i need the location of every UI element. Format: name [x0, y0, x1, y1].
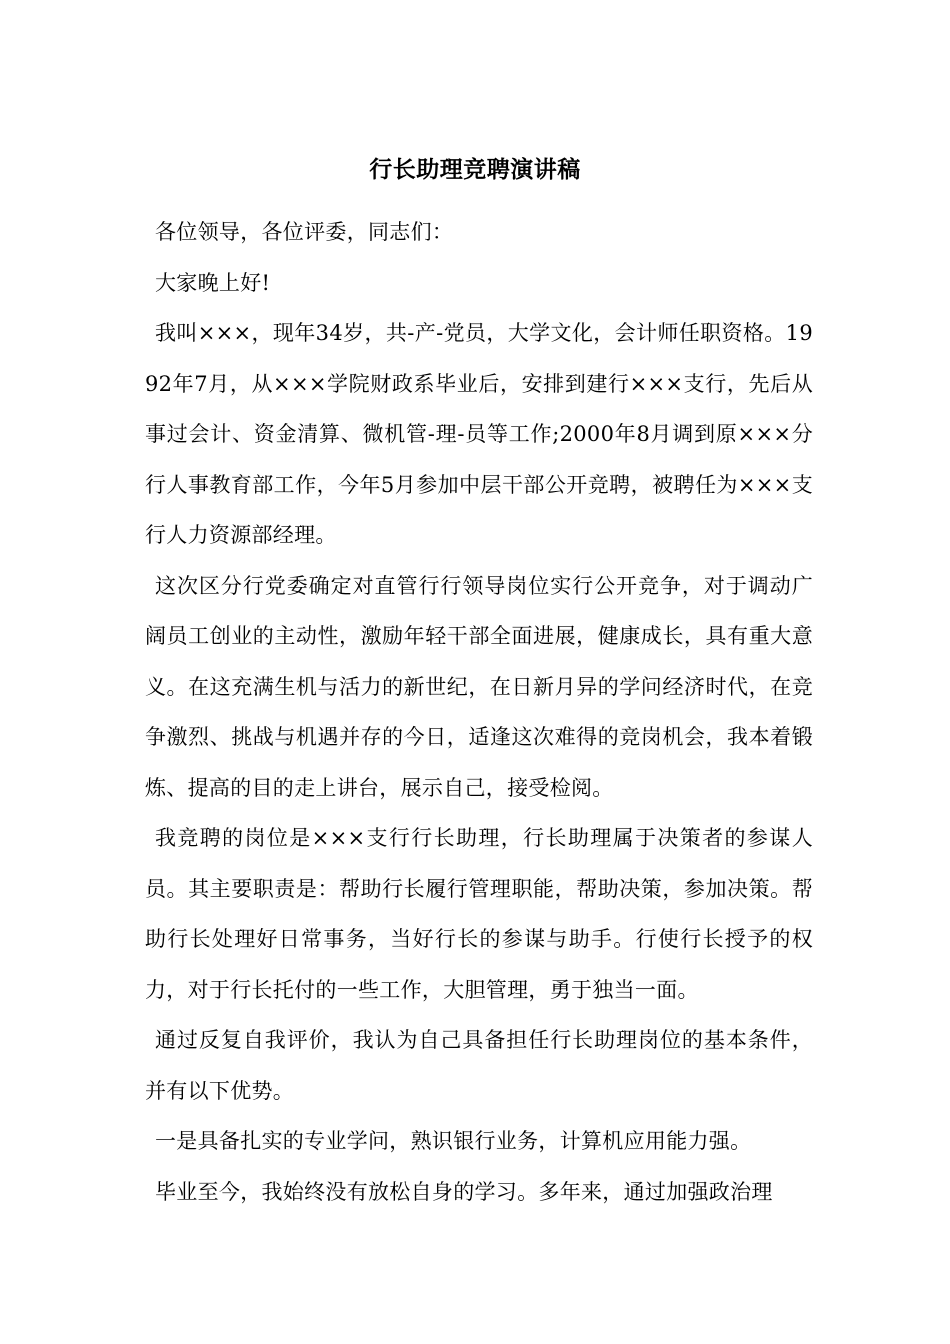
paragraph-advantage-one: 一是具备扎实的专业学问，熟识银行业务，计算机应用能力强。	[155, 1129, 752, 1153]
paragraph-greeting: 大家晚上好!	[155, 270, 271, 295]
document-body	[145, 207, 813, 1217]
paragraph-competition-significance: 这次区分行党委确定对直管行行领导岗位实行公开竞争，对于调动广阔员工创业的主动性，激励年轻干部全面进展，健康成长，具有重大意义。在这充满生机与活力的新世纪，在日新月异的学问经济时代，在竞争激烈、挑战与机遇并存的今日，适逢这次难得的竞岗机会，我本着锻炼、提高的目的走上讲台，展示自己，接受检阅。	[145, 573, 813, 800]
paragraph-position-duties: 我竞聘的岗位是×××支行行长助理，行长助理属于决策者的参谋人员。其主要职责是：帮助行长履行管理职能，帮助决策，参加决策。帮助行长处理好日常事务，当好行长的参谋与助手。行使行长授予的权力，对于行长托付的一些工作，大胆管理，勇于独当一面。	[145, 826, 813, 1002]
document-title: 行长助理竞聘演讲稿	[369, 156, 581, 183]
paragraph-self-introduction: 我叫×××，现年34岁，共-产-党员，大学文化，会计师任职资格。1992年7月，从×××学院财政系毕业后，安排到建行×××支行，先后从事过会计、资金清算、微机管-理-员等工作;2000年8月调到原×××分行人事教育部工作，今年5月参加中层干部公开竞聘，被聘任为×××支行人力资源部经理。	[145, 321, 813, 547]
paragraph-self-evaluation: 通过反复自我评价，我认为自己具备担任行长助理岗位的基本条件，并有以下优势。	[145, 1028, 813, 1103]
paragraph-continued-study: 毕业至今，我始终没有放松自身的学习。多年来，通过加强政治理	[155, 1179, 773, 1204]
paragraph-salutation: 各位领导，各位评委，同志们：	[155, 220, 454, 244]
